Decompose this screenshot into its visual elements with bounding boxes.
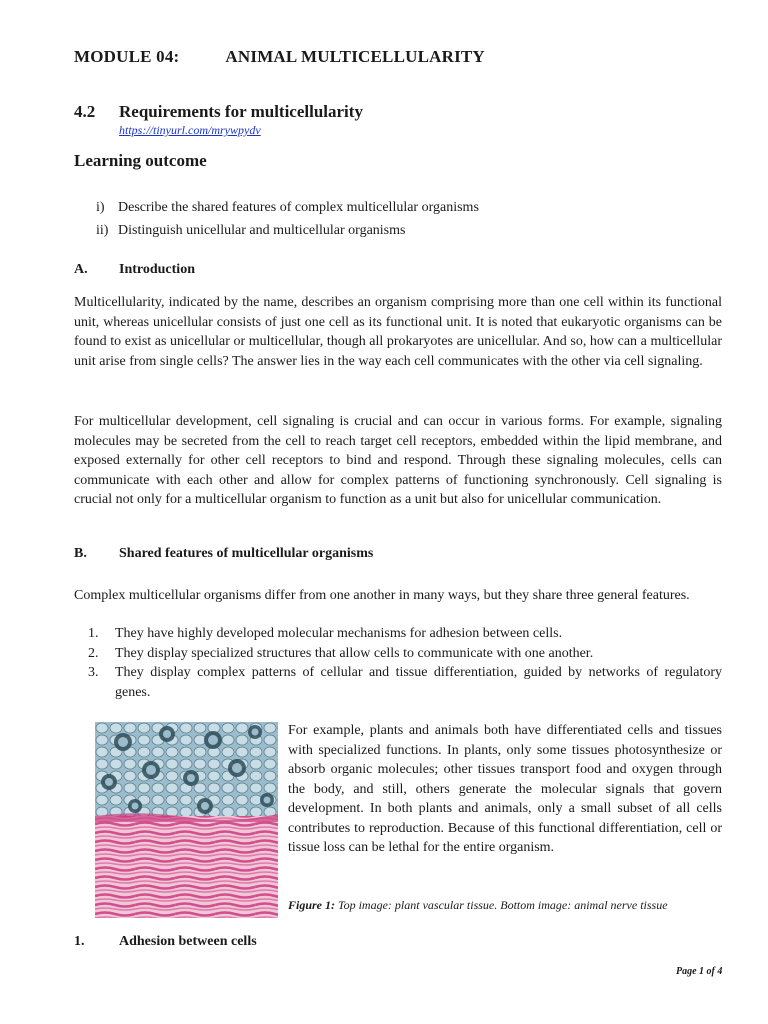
list-item: 1. They have highly developed molecular mechanisms for adhesion between cells. bbox=[88, 626, 563, 641]
page-number: Page 1 of 4 bbox=[676, 966, 723, 977]
figure-caption bbox=[288, 898, 668, 913]
intro-paragraph-1: Multicellularity, indicated by the name, describes an organism comprising more than one cell within its functional unit, whereas unicellular consists of just one cell as its functional unit. It is noted that eukaryotic organisms can be found to exist as unicellular or multicellular, though all prokaryotes are unicellular. And so, how can a multicellular unit arise from single cells? The answer lies in the way each cell communicates with the other via cell signaling. bbox=[74, 295, 722, 369]
list-item: 2. They display specialized structures that allow cells to communicate with one another. bbox=[88, 645, 594, 661]
shared-features-list bbox=[88, 624, 722, 702]
module-heading bbox=[74, 47, 485, 67]
tissue-figure-image bbox=[95, 722, 278, 918]
learning-outcome-title: Learning outcome bbox=[74, 151, 207, 170]
shared-features-paragraph: Complex multicellular organisms differ from one another in many ways, but they share three general features. bbox=[74, 588, 690, 603]
learning-outcome-list bbox=[96, 196, 479, 242]
section-heading bbox=[74, 102, 363, 122]
intro-heading: A. Introduction bbox=[74, 262, 195, 277]
module-number: MODULE 04: bbox=[74, 47, 180, 66]
caption-label: Figure 1: bbox=[288, 898, 336, 912]
figure-paragraph: For example, plants and animals both have differentiated cells and tissues with specialized functions. In plants, only some tissues photosynthesize or absorb organic molecules; other tissues transport food and oxygen through the body, and still, others generate the molecular signals that govern development. In both plants and animals, only a small subset of all cells contributes to reproduction. Because of this functional differentiation, cell or tissue loss can be lethal for the entire organism. bbox=[288, 723, 722, 855]
adhesion-heading: 1. Adhesion between cells bbox=[74, 934, 257, 949]
shared-features-heading: B. Shared features of multicellular organisms bbox=[74, 546, 374, 561]
list-item: 3. They display complex patterns of cellular and tissue differentiation, guided by networks of regulatory genes. bbox=[88, 665, 722, 700]
list-item: i) Describe the shared features of complex multicellular organisms bbox=[96, 200, 479, 215]
module-title: ANIMAL MULTICELLULARITY bbox=[225, 47, 485, 66]
caption-text: Top image: plant vascular tissue. Bottom image: animal nerve tissue bbox=[335, 898, 668, 912]
intro-paragraph-2: For multicellular development, cell signaling is crucial and can occur in various forms. For example, signaling molecules may be secreted from the cell to reach target cell receptors, embedded within the lipid membrane, and exposed externally for other cell receptors to bind and respond. Through these signaling molecules, cells can communicate with each other and allow for complex patterns of functioning synchronously. Cell signaling is crucial not only for a multicellular organism to function as a unit but also for unicellular communication. bbox=[74, 414, 722, 507]
list-item: ii) Distinguish unicellular and multicellular organisms bbox=[96, 223, 406, 238]
section-number: 4.2 bbox=[74, 102, 96, 121]
section-link[interactable]: https://tinyurl.com/mrywpydv bbox=[119, 123, 261, 137]
section-title: Requirements for multicellularity bbox=[119, 102, 363, 121]
